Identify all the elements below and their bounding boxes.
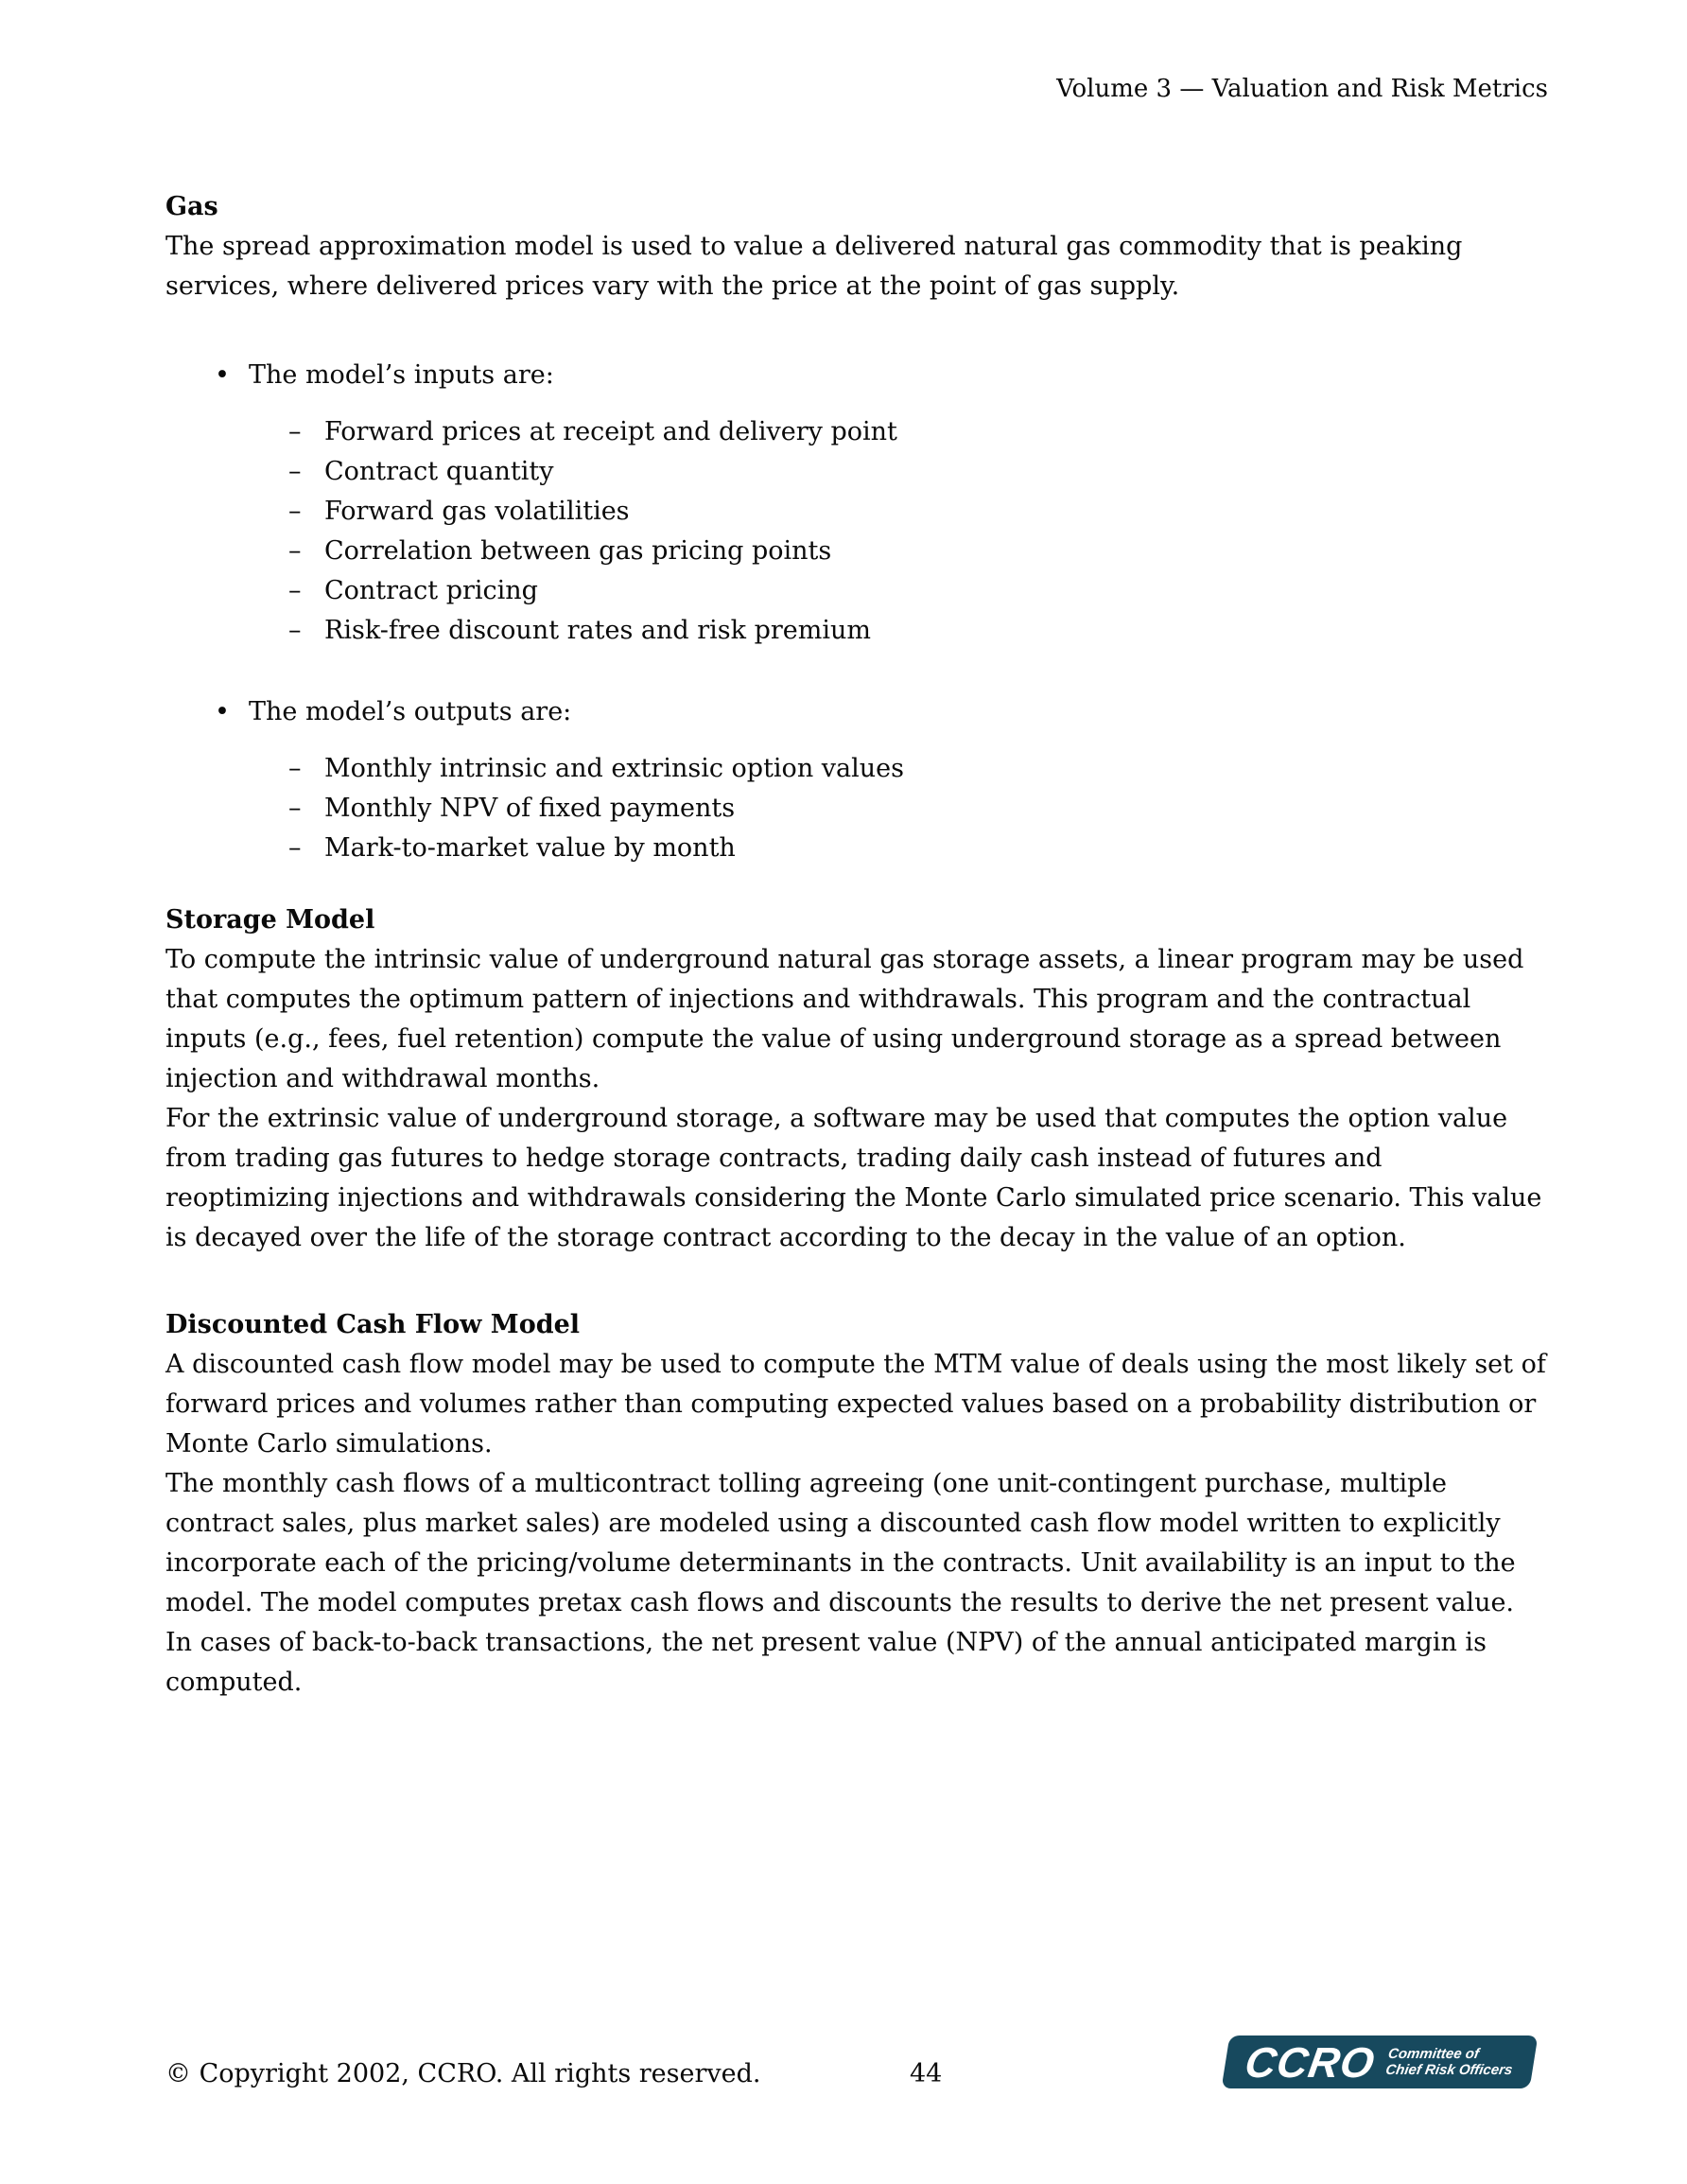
dash-icon: – — [288, 457, 302, 486]
bullet-item — [165, 356, 1548, 395]
list-item-text: Monthly NPV of fixed payments — [324, 794, 736, 823]
section-heading-storage-model: Storage Model — [165, 905, 375, 935]
paragraph: For the extrinsic value of underground storage, a software may be used that computes the option value from trading gas futures to hedge storage contracts, trading daily cash instead of futures and reoptimizing injections and withdrawals considering the Monte Carlo simulated price scenario. This value is decayed over the life of the storage contract according to the decay in the value of an option. — [165, 1104, 1542, 1252]
sub-list — [165, 412, 1548, 651]
running-header: Volume 3 — Valuation and Risk Metrics — [1056, 75, 1548, 103]
page-number: 44 — [910, 2059, 943, 2088]
dash-icon: – — [288, 417, 302, 446]
paragraph: The spread approximation model is used to value a delivered natural gas commodity that is peaking services, where delivered prices vary with the price at the point of gas supply. — [165, 232, 1463, 301]
list-item-text: Monthly intrinsic and extrinsic option values — [324, 754, 904, 783]
paragraph: A discounted cash flow model may be used to compute the MTM value of deals using the most likely set of forward prices and volumes rather than computing expected values based on a probability distribution or Monte Carlo simulations. — [165, 1350, 1546, 1459]
list-item — [165, 829, 1548, 868]
page-content — [165, 0, 1548, 1703]
ccro-logo — [1222, 2035, 1539, 2088]
dash-icon: – — [288, 497, 302, 526]
list-item — [165, 412, 1548, 452]
dash-icon: – — [288, 754, 302, 783]
section-heading-gas: Gas — [165, 192, 218, 221]
bullet-label: The model’s inputs are: — [249, 360, 554, 390]
list-item — [165, 532, 1548, 571]
list-item-text: Contract quantity — [324, 457, 554, 486]
list-item-text: Mark-to-market value by month — [324, 833, 736, 863]
ccro-logo-tagline — [1384, 2046, 1516, 2078]
list-item-text: Contract pricing — [324, 576, 538, 605]
dash-icon: – — [288, 536, 302, 566]
bullet-label: The model’s outputs are: — [249, 697, 572, 726]
bullet-item — [165, 692, 1548, 732]
list-item-text: Forward gas volatilities — [324, 497, 630, 526]
footer-copyright: © Copyright 2002, CCRO. All rights reserved. — [165, 2059, 761, 2088]
paragraph: To compute the intrinsic value of underground natural gas storage assets, a linear program may be used that computes the optimum pattern of injections and withdrawals. This program and the contractual inputs (e.g., fees, fuel retention) compute the value of using underground storage as a spread between injection and withdrawal months. — [165, 945, 1524, 1093]
list-item — [165, 611, 1548, 651]
list-item — [165, 452, 1548, 492]
list-item — [165, 789, 1548, 829]
list-item-text: Correlation between gas pricing points — [324, 536, 832, 566]
dash-icon: – — [288, 616, 302, 645]
ccro-tagline-line1: Committee of — [1386, 2046, 1481, 2062]
list-item — [165, 492, 1548, 532]
list-item — [165, 571, 1548, 611]
bullet-icon: • — [215, 697, 230, 726]
dash-icon: – — [288, 576, 302, 605]
bullet-icon: • — [215, 360, 230, 390]
sub-list — [165, 749, 1548, 868]
dash-icon: – — [288, 794, 302, 823]
list-item — [165, 749, 1548, 789]
list-item-text: Risk-free discount rates and risk premium — [324, 616, 871, 645]
ccro-tagline-line2: Chief Risk Officers — [1384, 2062, 1514, 2078]
list-item-text: Forward prices at receipt and delivery point — [324, 417, 897, 446]
ccro-logo-acronym: CCRO — [1242, 2037, 1379, 2087]
section-heading-discounted-cash-flow-model: Discounted Cash Flow Model — [165, 1310, 581, 1339]
paragraph: In cases of back-to-back transactions, the net present value (NPV) of the annual anticipated margin is computed. — [165, 1628, 1487, 1697]
paragraph: The monthly cash flows of a multicontract tolling agreeing (one unit-contingent purchase, multiple contract sales, plus market sales) are modeled using a discounted cash flow model written to explicitly incorporate each of the pricing/volume determinants in the contracts. Unit availability is an input to the model. The model computes pretax cash flows and discounts the results to derive the net present value. — [165, 1469, 1516, 1617]
dash-icon: – — [288, 833, 302, 863]
